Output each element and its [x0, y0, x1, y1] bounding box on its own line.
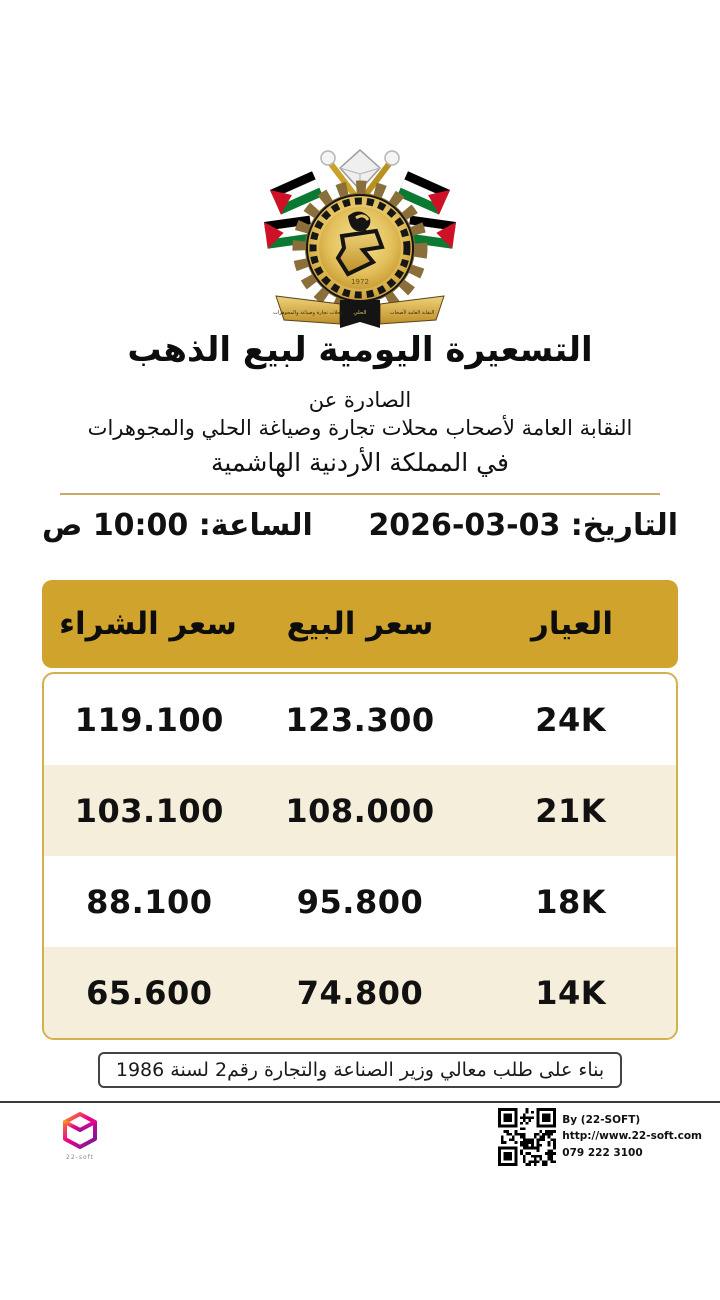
qr-code-icon [498, 1108, 556, 1166]
credit-phone: 079 222 3100 [562, 1146, 643, 1159]
datetime-row [0, 508, 720, 543]
page-title: التسعيرة اليومية لبيع الذهب [127, 330, 593, 370]
legal-note-wrap [0, 1052, 720, 1088]
buy-value: 103.100 [74, 791, 224, 830]
syndicate-emblem [260, 138, 460, 336]
footer-divider [0, 1101, 720, 1103]
time-value: الساعة: 10:00 ص [42, 508, 313, 543]
date-value: التاريخ: 03-03-2026 [368, 508, 678, 543]
brand-logo [52, 1110, 108, 1161]
col-sell-price: سعر البيع [286, 606, 434, 642]
buy-value: 65.600 [86, 973, 213, 1012]
buy-value: 88.100 [86, 882, 213, 921]
credit-block [498, 1108, 702, 1166]
table-row [44, 674, 676, 765]
col-buy-price: سعر الشراء [59, 606, 237, 642]
credit-url: http://www.22-soft.com [562, 1130, 702, 1143]
sell-value: 108.000 [285, 791, 435, 830]
syndicate-emblem-icon [260, 138, 460, 336]
22soft-cube-icon [58, 1110, 102, 1152]
table-row [44, 856, 676, 947]
footer [0, 1106, 720, 1190]
legal-note: بناء على طلب معالي وزير الصناعة والتجارة رقم2 لسنة 1986 [98, 1052, 622, 1088]
sell-value: 74.800 [296, 973, 424, 1012]
karat-value: 18K [535, 882, 607, 921]
sell-value: 123.300 [285, 700, 435, 739]
karat-value: 14K [535, 973, 607, 1012]
table-row [44, 947, 676, 1038]
karat-value: 24K [535, 700, 607, 739]
buy-value: 119.100 [74, 700, 224, 739]
emblem-year: 1972 [351, 278, 369, 286]
subtitle-issued-by: الصادرة عن [308, 388, 412, 412]
credit-by: By (22-SOFT) [562, 1114, 641, 1126]
svg-text:محلات تجارة وصياغة والمجوهرات: محلات تجارة وصياغة والمجوهرات [272, 310, 344, 316]
sell-value: 95.800 [296, 882, 424, 921]
subtitle-syndicate-name: النقابة العامة لأصحاب محلات تجارة وصياغة الحلي والمجوهرات [87, 416, 633, 440]
svg-text:النقابة العامة لأصحاب: النقابة العامة لأصحاب [389, 310, 435, 316]
gold-separator [60, 493, 660, 495]
price-table-body [42, 672, 678, 1040]
brand-label: 22-soft [66, 1154, 94, 1161]
col-karat: العيار [531, 606, 613, 642]
price-table-header [42, 580, 678, 668]
svg-text:الحلي: الحلي [353, 310, 367, 316]
table-row [44, 765, 676, 856]
banner-ribbons [273, 296, 444, 328]
subtitle-kingdom: في المملكة الأردنية الهاشمية [211, 448, 509, 477]
karat-value: 21K [535, 791, 607, 830]
